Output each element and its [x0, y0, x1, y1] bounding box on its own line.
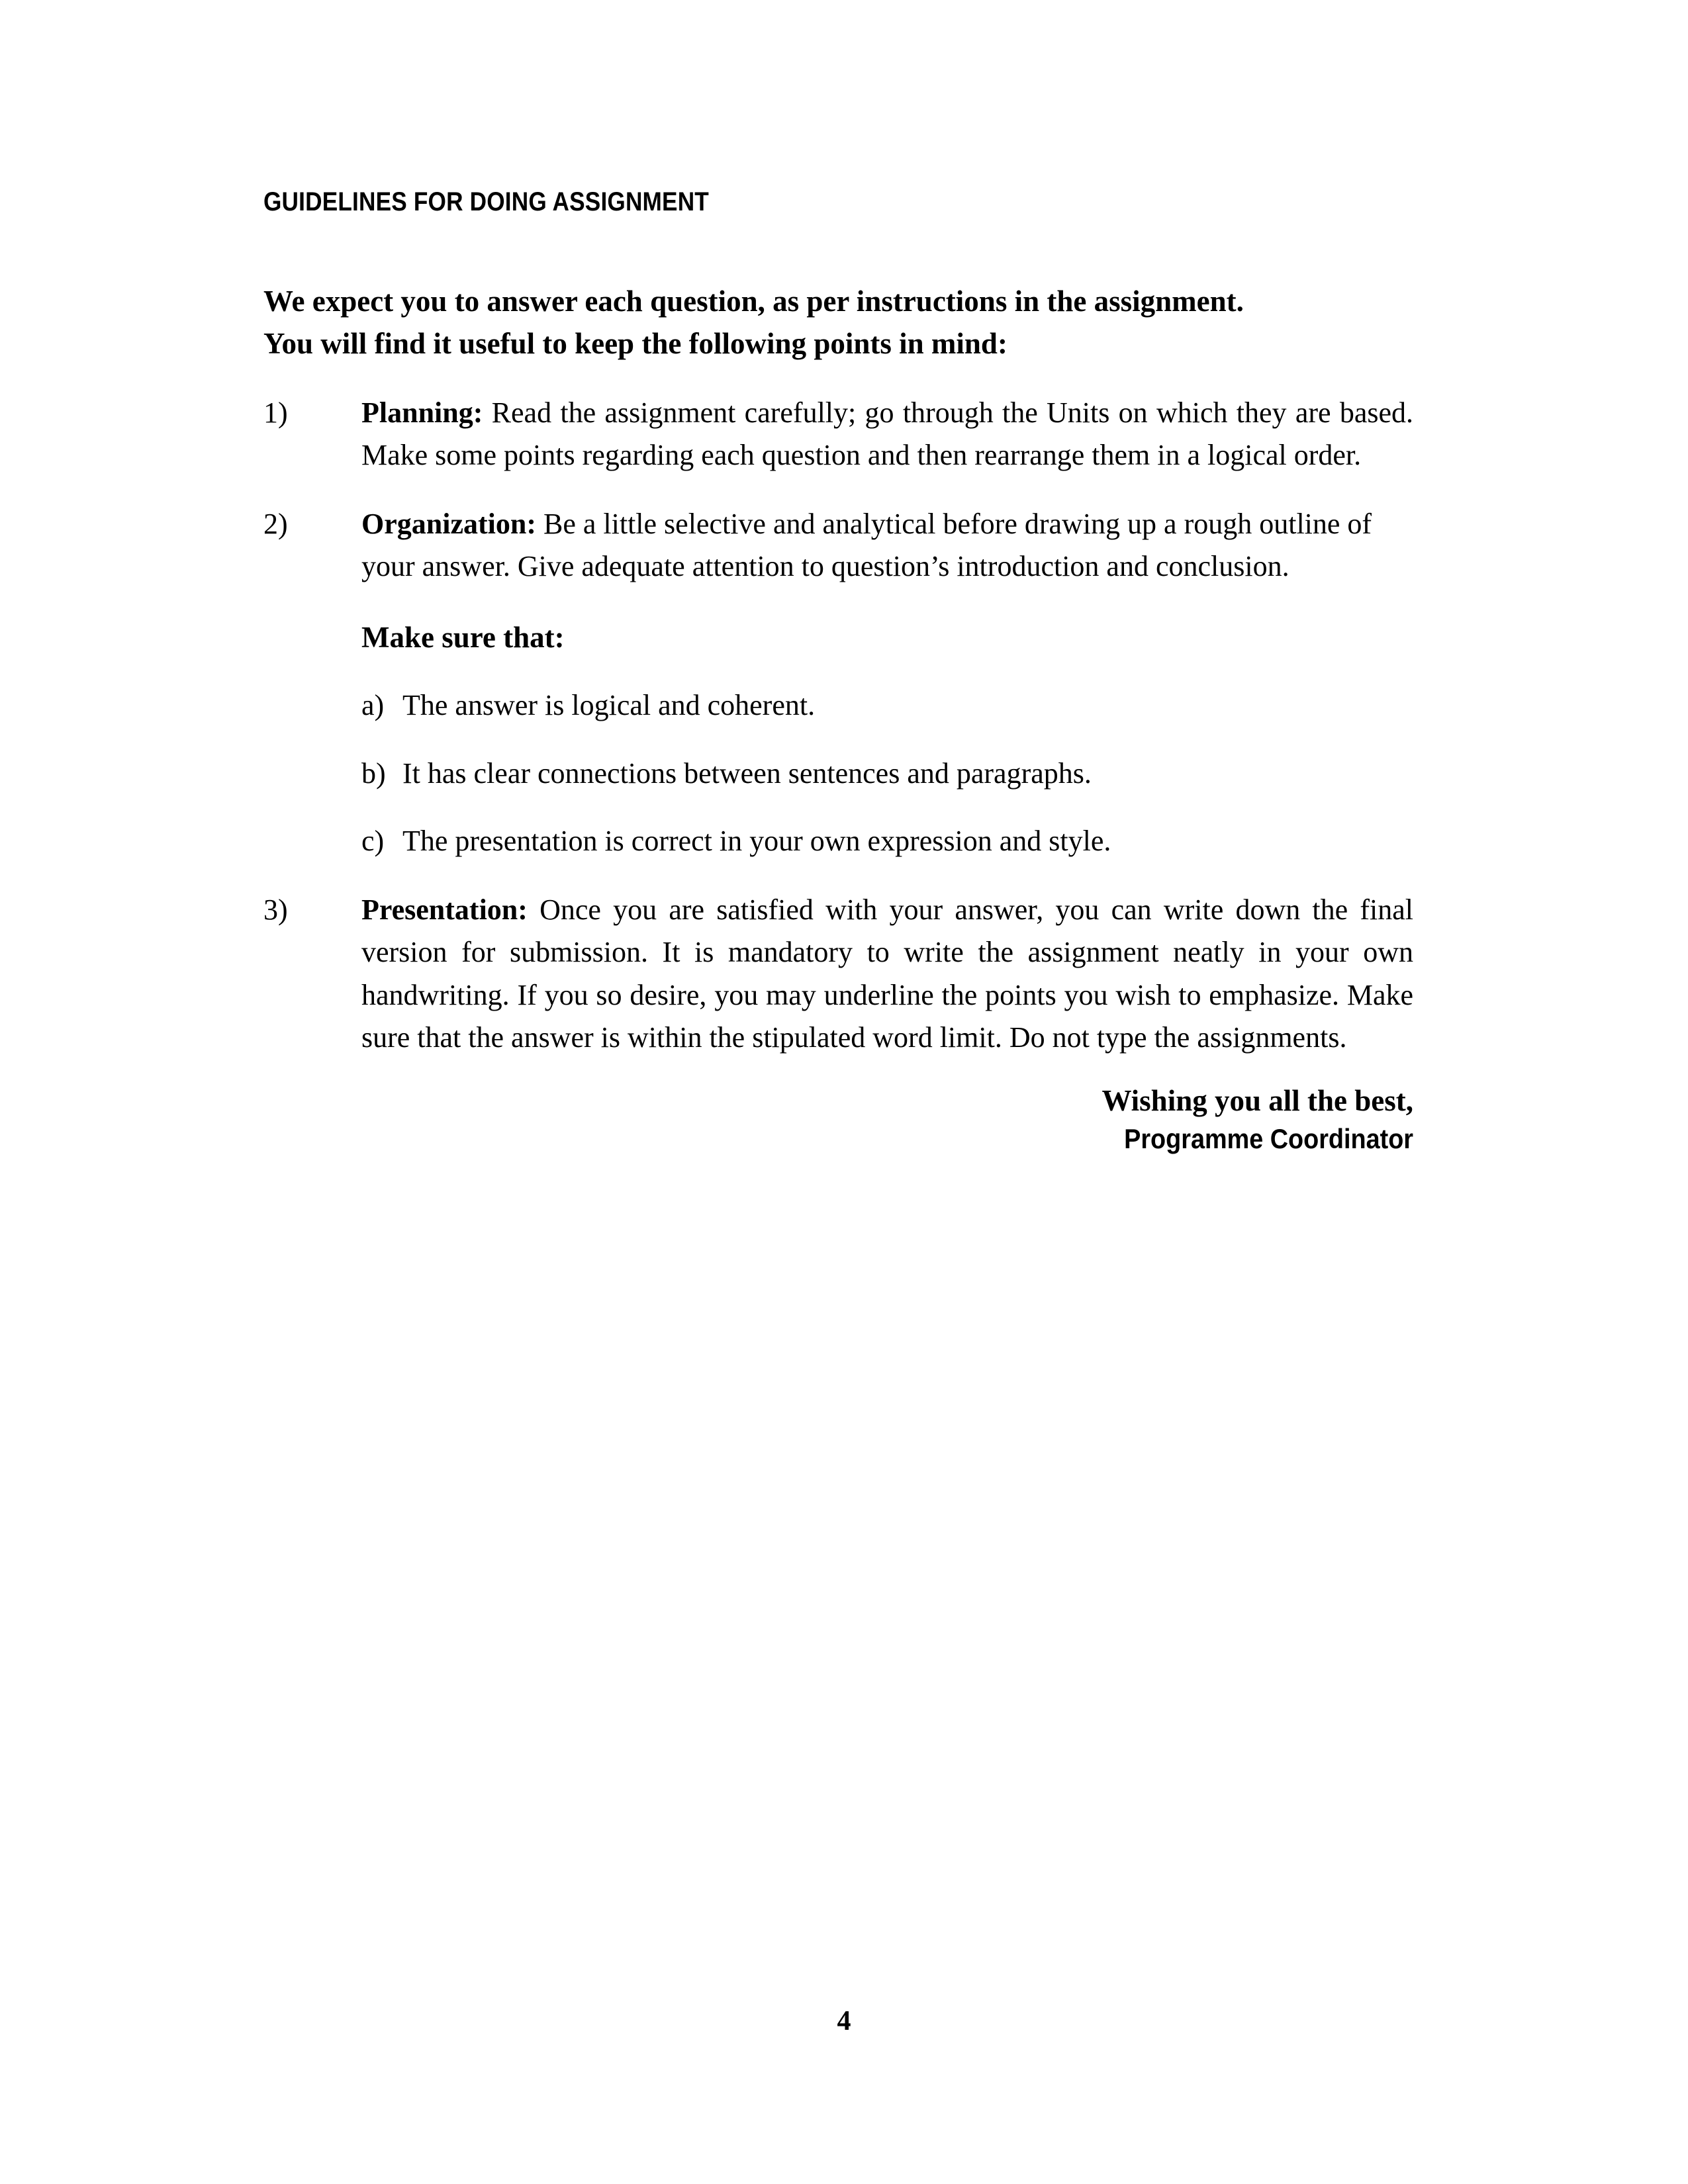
intro-line-1: We expect you to answer each question, as per instructions in the assignment.: [263, 285, 1244, 318]
sub-list-marker-c: c): [361, 824, 385, 857]
intro-line-2: You will find it useful to keep the following points in mind:: [263, 326, 1008, 360]
closing-role: Programme Coordinator: [1124, 1123, 1413, 1155]
page-number: 4: [837, 2006, 851, 2036]
document-content: [263, 187, 1413, 1158]
sub-list-item-b: [361, 752, 1413, 795]
list-item-lead-organization: Organization:: [361, 508, 536, 541]
sub-list-text-c: The presentation is correct in your own expression and style.: [402, 824, 1111, 857]
page-title: GUIDELINES FOR DOING ASSIGNMENT: [263, 187, 709, 216]
list-item-lead-planning: Planning:: [361, 396, 483, 429]
intro-paragraph: [263, 281, 1413, 365]
list-item-presentation: [263, 889, 1413, 1059]
sub-list-item-c: [361, 820, 1413, 862]
list-item-body-presentation: Once you are satisfied with your answer, you can write down the final version for submission. It is mandatory to write the assignment neatly in your own handwriting. If you so desire, you may underline the points you wish to emphasize. Make sure that the answer is within the stipulated word limit. Do not type the assignments.: [361, 893, 1413, 1054]
list-item-lead-presentation: Presentation:: [361, 893, 528, 927]
list-item-planning: [263, 392, 1413, 477]
list-item-body-organization: Be a little selective and analytical before drawing up a rough outline of your answer. Give adequate attention to question’s introduction and conclusion.: [361, 508, 1372, 583]
list-marker-1: 1): [263, 396, 288, 429]
list-item-organization: [263, 503, 1413, 588]
closing-block: [263, 1081, 1413, 1158]
sub-list-text-a: The answer is logical and coherent.: [402, 689, 816, 722]
closing-wish: Wishing you all the best,: [1102, 1084, 1413, 1118]
sub-list-marker-a: a): [361, 689, 385, 722]
list-marker-3: 3): [263, 893, 288, 927]
sub-list-marker-b: b): [361, 756, 386, 790]
make-sure-heading: Make sure that:: [361, 620, 565, 654]
sub-list-item-a: [361, 684, 1413, 727]
sub-list-text-b: It has clear connections between sentences and paragraphs.: [402, 756, 1092, 790]
list-marker-2: 2): [263, 508, 288, 541]
list-item-body-planning: Read the assignment carefully; go through the Units on which they are based. Make some points regarding each question and then rearrange them in a logical order.: [361, 396, 1413, 472]
